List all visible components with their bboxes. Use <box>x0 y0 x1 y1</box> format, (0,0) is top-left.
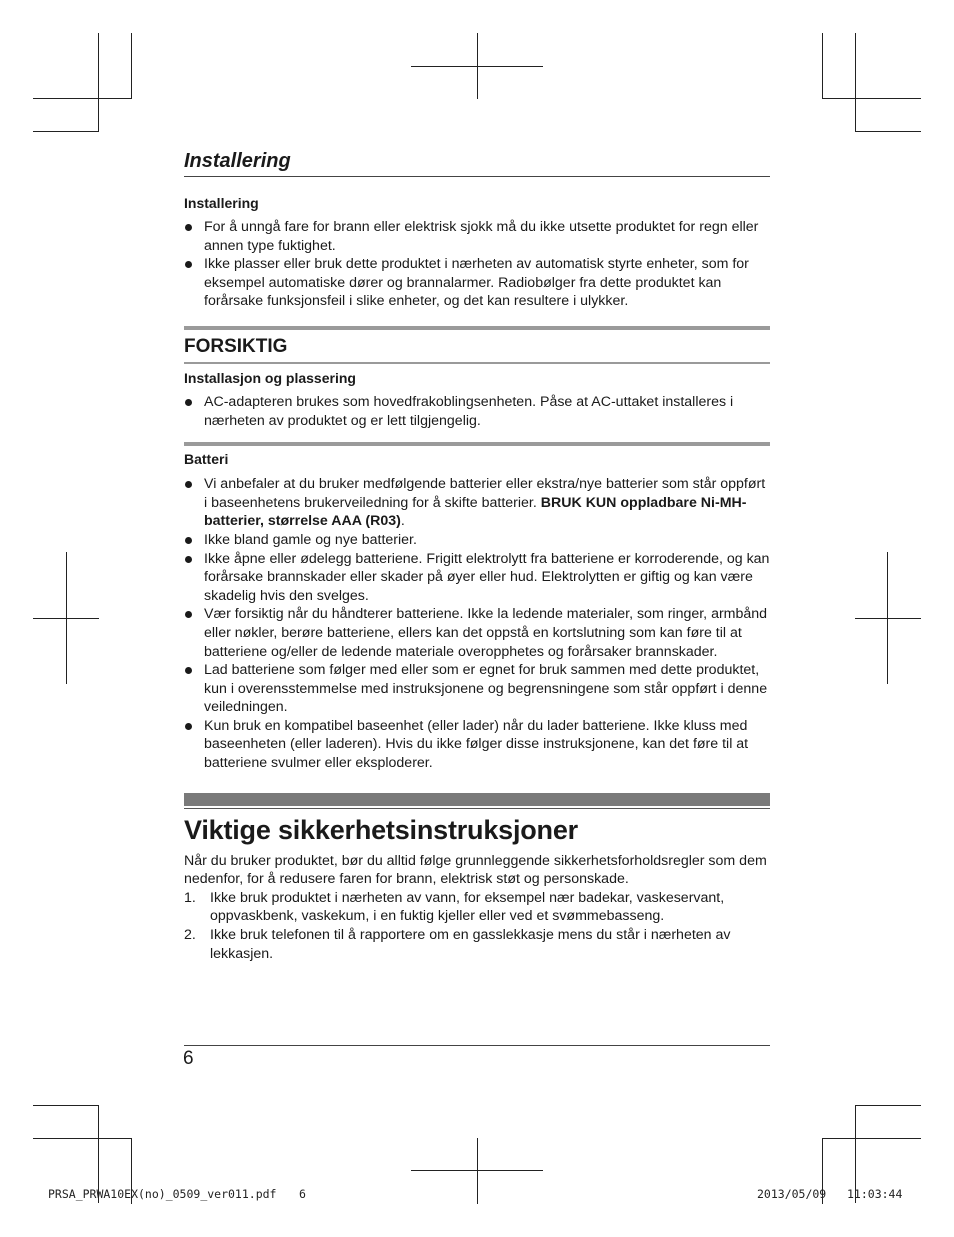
caution-heading: FORSIKTIG <box>184 335 288 357</box>
print-time: 11:03:44 <box>847 1187 903 1201</box>
item-number: 1. <box>184 889 196 906</box>
item-number: 2. <box>184 927 196 944</box>
page-number: 6 <box>183 1048 194 1069</box>
list-item: Ikke bland gamle og nye batterier. <box>184 531 770 550</box>
list-item: Ikke plasser eller bruk dette produktet i nærheten av automatisk styrte enheter, som for eksempel automatiske dører og brannalarmer. Radiobølger fra dette produktet kan forårsake funksjonsfeil i slike enheter, og det kan resultere i ulykker. <box>184 255 770 311</box>
safety-list <box>184 889 770 963</box>
list-item: Vær forsiktig når du håndterer batteriene. Ikke la ledende materialer, som ringer, armbånd eller nøkler, berøre batteriene, ellers kan det oppstå en kortslutning som kan føre til at batteriene og/eller de ledende materiale overopphetes og forårsaker brannskader. <box>184 605 770 661</box>
battery-bullet-text: Vi anbefaler at du bruker medfølgende batterier eller ekstra/nye batterier som står oppført i baseenhetens brukerveiledning for å skifte batterier. <box>204 476 766 511</box>
placement-heading: Installasjon og plassering <box>184 369 356 386</box>
print-date: 2013/05/09 <box>757 1187 827 1201</box>
item-text: Ikke bruk produktet i nærheten av vann, for eksempel nær badekar, vaskeservant, oppvaskbenk, vaskekum, i en fuktig kjeller eller ved et svømmebasseng. <box>210 889 725 925</box>
list-item: For å unngå fare for brann eller elektrisk sjokk må du ikke utsette produktet for regn eller annen type fuktighet. <box>184 218 770 255</box>
battery-bullet-end: . <box>400 513 405 530</box>
list-item: Kun bruk en kompatibel baseenhet (eller lader) når du lader batteriene. Ikke kluss med baseenheten (eller laderen). Hvis du ikke følger disse instruksjonene, kan det føre til at batteriene svulmer eller eksploderer. <box>184 717 770 773</box>
list-item <box>184 889 770 926</box>
placement-list <box>184 393 770 430</box>
list-item: AC-adapteren brukes som hovedfrakoblingsenheten. Påse at AC-uttaket installeres i nærheten av produktet og er lett tilgjengelig. <box>184 393 770 430</box>
safety-intro: Når du bruker produktet, bør du alltid følge grunnleggende sikkerhetsforholdsregler som dem nedenfor, for å redusere faren for brann, elektrisk støt og personskade. <box>184 852 767 888</box>
battery-list <box>184 475 770 773</box>
footer-rule <box>184 1045 770 1046</box>
page-content <box>184 150 770 963</box>
list-item: Ikke åpne eller ødelegg batteriene. Frigitt elektrolytt fra batteriene er korroderende, og kan forårsake brannskader eller skader på øyer eller hud. Elektrolytten er giftig og kan være skadelig hvis den svelges. <box>184 550 770 606</box>
file-name: PRSA_PRWA10EX(no)_0509_ver011.pdf <box>48 1187 277 1201</box>
install-heading: Installering <box>184 195 259 211</box>
safety-title: Viktige sikkerhetsinstruksjoner <box>184 814 578 845</box>
file-page: 6 <box>299 1187 306 1201</box>
install-list <box>184 218 770 311</box>
list-item <box>184 926 770 963</box>
section-title: Installering <box>184 150 770 177</box>
list-item: Lad batteriene som følger med eller som er egnet for bruk sammen med dette produktet, kun i overensstemmelse med instruksjonene og begrensningene som står oppført i denne veiledningen. <box>184 661 770 717</box>
list-item <box>184 475 770 531</box>
battery-bullet-bold: BRUK KUN oppladbare Ni-MH-batterier, størrelse AAA (R03) <box>204 494 747 530</box>
item-text: Ikke bruk telefonen til å rapportere om en gasslekkasje mens du står i nærheten av lekkasjen. <box>210 927 731 962</box>
battery-heading: Batteri <box>184 451 229 468</box>
safety-bar <box>184 793 770 806</box>
